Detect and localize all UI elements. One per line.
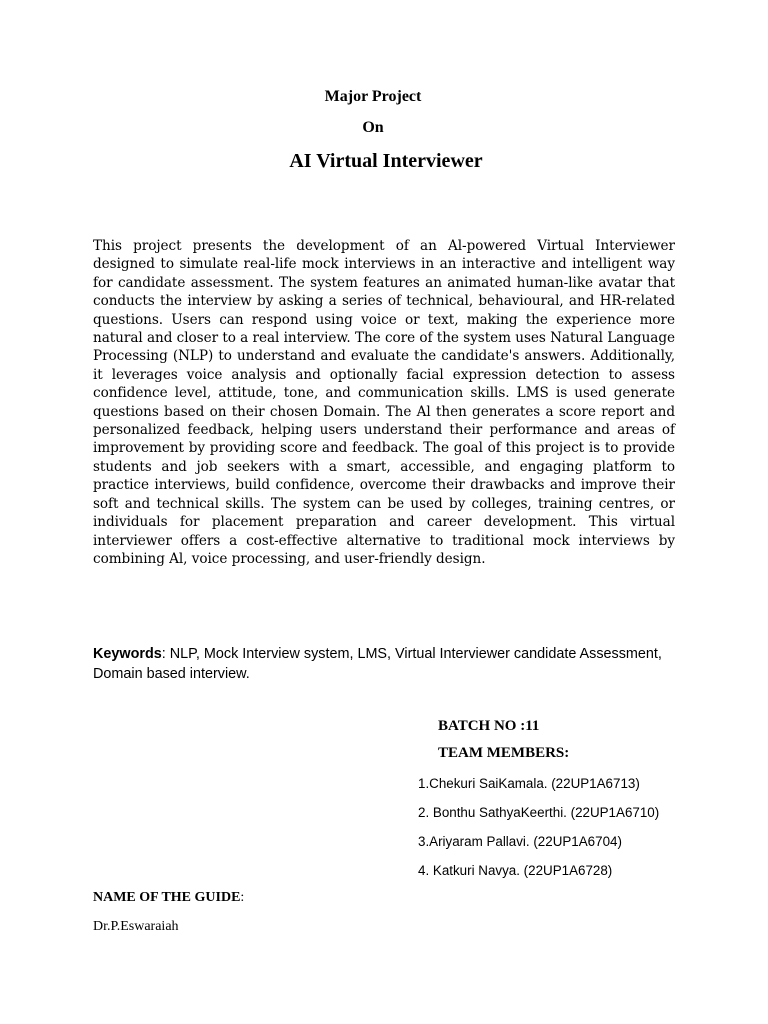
guide-label (93, 890, 244, 906)
team-member: 4. Katkuri Navya. (22UP1A6728) (418, 863, 613, 878)
guide-label-colon: : (240, 890, 245, 905)
team-members-list (418, 775, 659, 891)
batch-number: BATCH NO :11 (438, 718, 540, 734)
heading-on: On (362, 119, 384, 136)
team-members-label: TEAM MEMBERS: (438, 745, 570, 761)
heading-major-project: Major Project (324, 88, 422, 105)
keywords-text: : NLP, Mock Interview system, LMS, Virtual Interviewer candidate Assessment, Domain based interview. (93, 646, 662, 682)
abstract-paragraph: This project presents the development of an Al-powered Virtual Interviewer designed to simulate real-life mock interviews in an interactive and intelligent way for candidate assessment. The system features an animated human-like avatar that conducts the interview by asking a series of technical, behavioural, and HR-related questions. Users can respond using voice or text, making the experience more natural and closer to a real interview. The core of the system uses Natural Language Processing (NLP) to understand and evaluate the candidate's answers. Additionally, it leverages voice analysis and optionally facial expression detection to assess confidence level, attitude, tone, and communication skills. LMS is used generate questions based on their chosen Domain. The Al then generates a score report and personalized feedback, helping users understand their performance and areas of improvement by providing score and feedback. The goal of this project is to provide students and job seekers with a smart, accessible, and engaging platform to practice interviews, build confidence, overcome their drawbacks and improve their soft and technical skills. The system can be used by colleges, training centres, or individuals for placement preparation and career development. This virtual interviewer offers a cost-effective alternative to traditional mock interviews by combining Al, voice processing, and user-friendly design. (93, 238, 675, 567)
guide-label-text: NAME OF THE GUIDE (93, 890, 241, 905)
guide-name: Dr.P.Eswaraiah (93, 919, 179, 934)
keywords-paragraph (93, 644, 683, 684)
project-title: AI Virtual Interviewer (289, 150, 483, 172)
team-member: 3.Ariyaram Pallavi. (22UP1A6704) (418, 834, 622, 849)
team-member: 1.Chekuri SaiKamala. (22UP1A6713) (418, 776, 640, 791)
keywords-label: Keywords (93, 646, 162, 662)
team-member: 2. Bonthu SathyaKeerthi. (22UP1A6710) (418, 805, 660, 820)
